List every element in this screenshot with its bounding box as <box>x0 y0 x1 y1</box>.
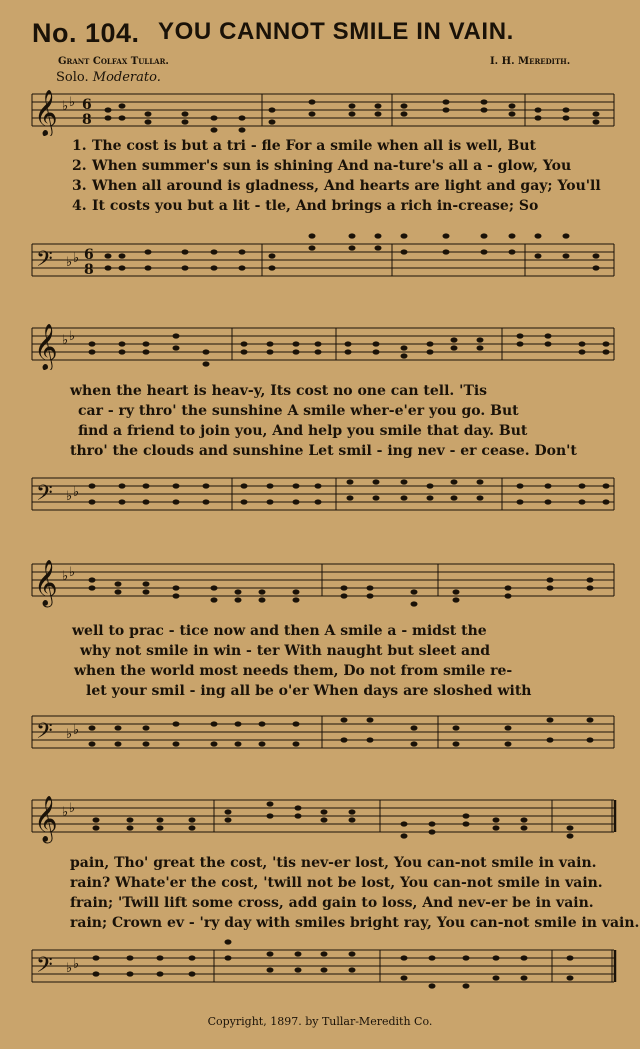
tempo-label: Moderato. <box>92 70 161 85</box>
svg-text:♭: ♭ <box>73 251 80 266</box>
verse-4-line-4: rain; Crown ev - 'ry day with smiles bright ray, You can-not smile in vain. <box>70 915 640 931</box>
part-label: Solo. <box>56 70 89 85</box>
verse-3-line-1: 3. When all around is gladness, And hearts are light and gay; You'll <box>72 178 601 194</box>
svg-text:♭: ♭ <box>66 961 73 976</box>
svg-text:6: 6 <box>82 97 92 113</box>
tempo-marking <box>56 70 161 85</box>
hymn-number: No. 104. <box>32 18 140 48</box>
svg-text:♭: ♭ <box>69 329 76 344</box>
treble-clef-icon: 𝄞 <box>34 90 58 136</box>
verse-3-line-2: find a friend to join you, And help you smile that day. But <box>78 423 528 439</box>
svg-text:♭: ♭ <box>73 957 80 972</box>
bass-staff-system-1 <box>0 232 640 288</box>
treble-staff-system-3 <box>0 558 640 610</box>
svg-text:♭: ♭ <box>62 569 69 584</box>
svg-text:♭: ♭ <box>69 565 76 580</box>
verse-1-line-1: 1. The cost is but a tri - fle For a smile when all is well, But <box>72 138 536 154</box>
verse-3-line-4: frain; 'Twill lift some cross, add gain to loss, And nev-er be in vain. <box>70 895 594 911</box>
hymn-title: YOU CANNOT SMILE IN VAIN. <box>158 18 514 45</box>
svg-text:♭: ♭ <box>66 727 73 742</box>
svg-text:♭: ♭ <box>62 805 69 820</box>
svg-text:𝄞: 𝄞 <box>34 796 58 842</box>
svg-text:6: 6 <box>84 247 94 263</box>
bass-staff-system-2 <box>0 466 640 522</box>
svg-text:8: 8 <box>84 262 94 278</box>
treble-staff-system-4 <box>0 794 640 850</box>
svg-text:♭: ♭ <box>69 95 76 110</box>
copyright-notice: Copyright, 1897. by Tullar-Meredith Co. <box>207 1015 433 1028</box>
composer-credit: Grant Colfax Tullar. <box>58 56 169 67</box>
verse-2-line-2: car - ry thro' the sunshine A smile wher-e'er you go. But <box>78 403 519 419</box>
svg-text:𝄞: 𝄞 <box>34 560 58 606</box>
verse-4-line-3: let your smil - ing all be o'er When days are sloshed with <box>86 683 532 699</box>
bass-staff-system-3 <box>0 704 640 764</box>
svg-text:♭: ♭ <box>62 99 69 114</box>
svg-text:♭: ♭ <box>66 255 73 270</box>
verse-1-line-3: well to prac - tice now and then A smile a - midst the <box>72 623 487 639</box>
svg-text:♭: ♭ <box>73 485 80 500</box>
svg-text:♭: ♭ <box>66 489 73 504</box>
treble-staff-system-1 <box>0 88 640 136</box>
svg-text:♭: ♭ <box>73 723 80 738</box>
verse-1-line-2: when the heart is heav-y, Its cost no one can tell. 'Tis <box>70 383 488 399</box>
verse-4-line-2: thro' the clouds and sunshine Let smil - ing nev - er cease. Don't <box>70 443 577 459</box>
verse-2-line-4: rain? Whate'er the cost, 'twill not be lost, You can-not smile in vain. <box>70 875 603 891</box>
svg-text:𝄢: 𝄢 <box>36 481 53 511</box>
lyricist-credit: I. H. Meredith. <box>490 56 571 67</box>
verse-2-line-1: 2. When summer's sun is shining And na-ture's all a - glow, You <box>72 158 572 174</box>
svg-text:𝄢: 𝄢 <box>36 719 53 749</box>
bass-clef-icon: 𝄢 <box>36 247 53 277</box>
verse-1-line-4: pain, Tho' great the cost, 'tis nev-er lost, You can-not smile in vain. <box>70 855 597 871</box>
svg-text:♭: ♭ <box>62 333 69 348</box>
svg-text:𝄞: 𝄞 <box>34 324 58 370</box>
verse-2-line-3: why not smile in win - ter With naught but sleet and <box>80 643 491 659</box>
svg-text:♭: ♭ <box>69 801 76 816</box>
svg-text:8: 8 <box>82 112 92 128</box>
svg-text:𝄢: 𝄢 <box>36 953 53 983</box>
verse-3-line-3: when the world most needs them, Do not from smile re- <box>74 663 513 679</box>
verse-4-line-1: 4. It costs you but a lit - tle, And brings a rich in-crease; So <box>72 198 539 214</box>
treble-staff-system-2 <box>0 322 640 370</box>
bass-staff-system-4 <box>0 938 640 1008</box>
